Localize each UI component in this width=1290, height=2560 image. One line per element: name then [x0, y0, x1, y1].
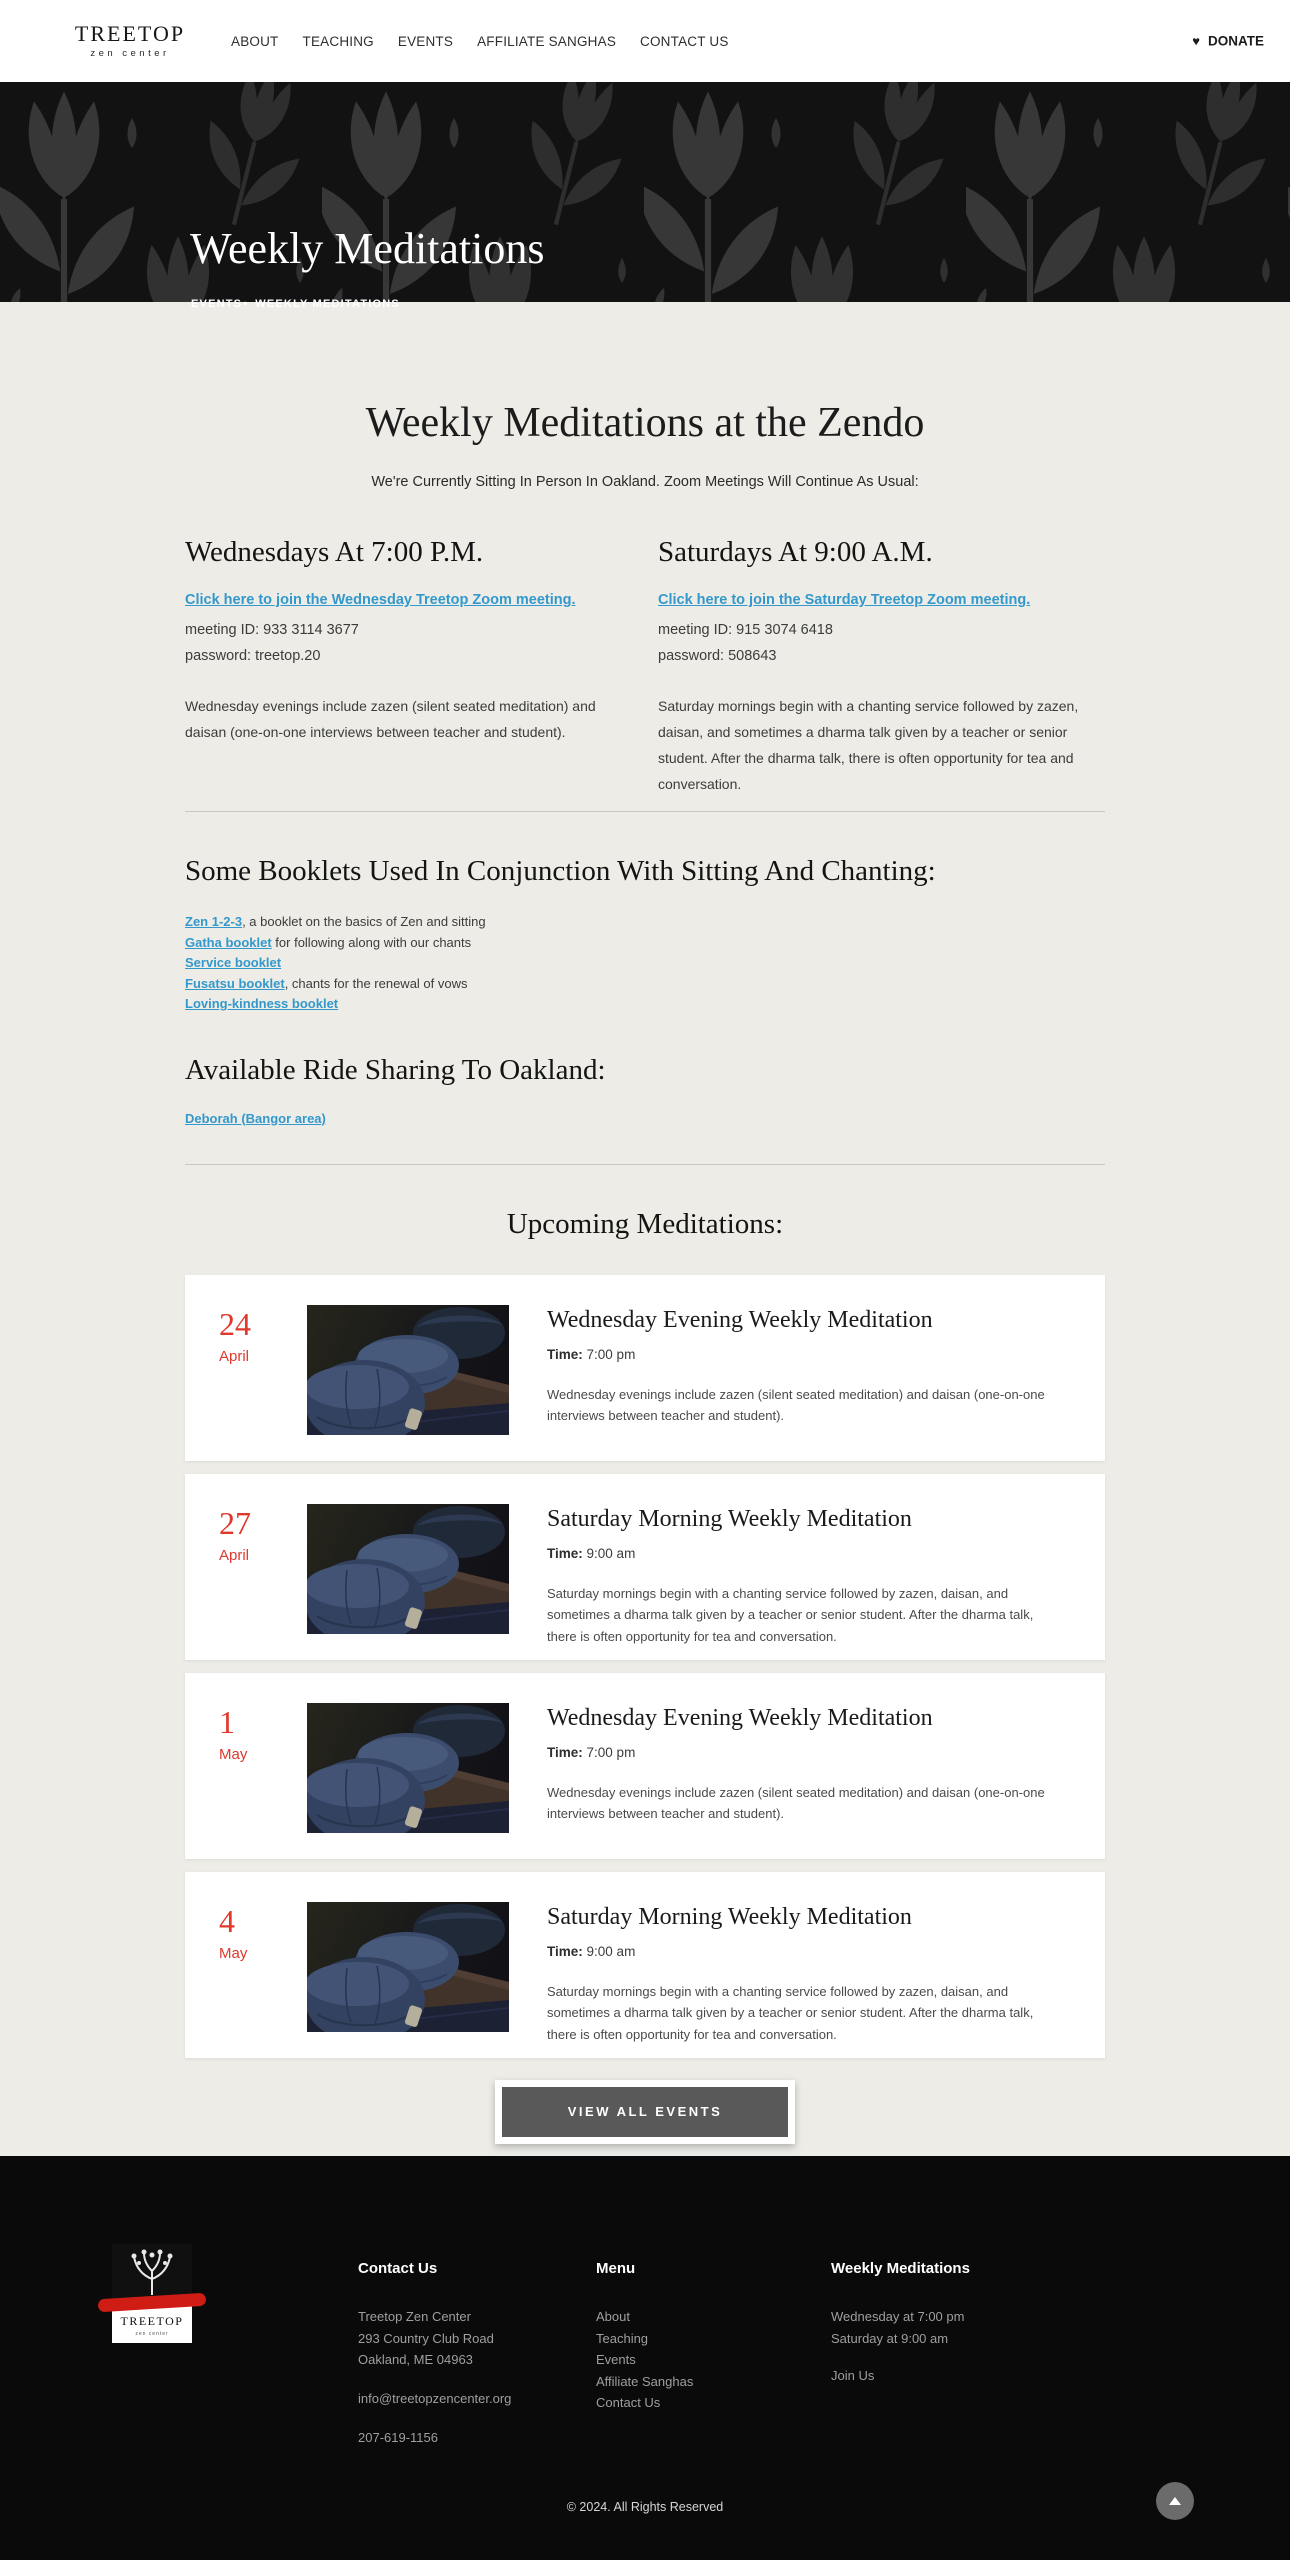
event-month: April	[219, 1546, 250, 1564]
event-date	[185, 1275, 307, 1461]
event-time	[547, 1546, 1065, 1561]
breadcrumb-current: WEEKLY MEDITATIONS	[255, 298, 400, 310]
footer-menu-teaching[interactable]: Teaching	[596, 2330, 649, 2346]
join-us-link[interactable]: Join Us	[831, 2368, 875, 2383]
wednesday-description: Wednesday evenings include zazen (silent seated meditation) and daisan (one-on-one interviews between teacher and student).	[185, 698, 596, 740]
wednesday-column	[185, 534, 632, 797]
booklet-link-zen123[interactable]: Zen 1-2-3	[185, 914, 243, 929]
event-title[interactable]: Saturday Morning Weekly Meditation	[547, 1505, 912, 1532]
time-value: 9:00 am	[586, 1545, 636, 1561]
footer-menu-column	[596, 2260, 693, 2414]
hero-banner	[0, 82, 1290, 310]
copyright-text: © 2024. All Rights Reserved	[566, 2500, 724, 2514]
contact-email-link[interactable]: info@treetopzencenter.org	[358, 2390, 512, 2406]
event-info	[509, 1673, 1105, 1859]
contact-street: 293 Country Club Road	[358, 2330, 494, 2346]
upcoming-heading: Upcoming Meditations:	[506, 1207, 784, 1240]
event-title[interactable]: Wednesday Evening Weekly Meditation	[547, 1306, 933, 1333]
event-date	[185, 1673, 307, 1859]
saturday-password: password: 508643	[658, 648, 777, 664]
booklets-heading: Some Booklets Used In Conjunction With Sitting And Chanting:	[185, 855, 936, 887]
cushions-photo	[307, 1504, 509, 1634]
event-card	[185, 1275, 1105, 1461]
wednesday-zoom-link[interactable]: Click here to join the Wednesday Treetop Zoom meeting.	[185, 592, 576, 608]
event-date	[185, 1474, 307, 1660]
back-to-top-button[interactable]	[1156, 2482, 1194, 2520]
time-label: Time:	[547, 1346, 583, 1362]
footer-weekly-column	[831, 2260, 970, 2387]
event-day: 24	[219, 1305, 251, 1342]
event-description: Wednesday evenings include zazen (silent seated meditation) and daisan (one-on-one interviews between teacher and student).	[547, 1784, 1045, 1821]
time-value: 7:00 pm	[586, 1346, 636, 1362]
section-subtitle: We're Currently Sitting In Person In Oakland. Zoom Meetings Will Continue As Usual:	[371, 474, 919, 490]
wednesday-password: password: treetop.20	[185, 648, 321, 664]
booklet-list	[185, 912, 1105, 1015]
list-item	[185, 974, 1105, 995]
event-description: Wednesday evenings include zazen (silent seated meditation) and daisan (one-on-one interviews between teacher and student).	[547, 1386, 1045, 1423]
list-item	[185, 912, 1105, 933]
event-card	[185, 1474, 1105, 1660]
weekly-saturday-time: Saturday at 9:00 am	[831, 2330, 949, 2346]
saturday-meeting-id: meeting ID: 915 3074 6418	[658, 622, 833, 638]
event-month: May	[219, 1745, 248, 1763]
booklet-text: , chants for the renewal of vows	[284, 975, 468, 991]
booklet-link-fusatsu[interactable]: Fusatsu booklet	[185, 975, 285, 991]
list-item	[185, 994, 1105, 1015]
main-content	[185, 302, 1105, 2156]
event-info	[509, 1474, 1105, 1660]
site-footer	[0, 2156, 1290, 2560]
section-title: Weekly Meditations at the Zendo	[365, 400, 925, 446]
nav-item-about[interactable]: ABOUT	[231, 33, 279, 49]
event-image[interactable]	[307, 1504, 509, 1634]
time-value: 9:00 am	[586, 1943, 636, 1959]
event-info	[509, 1872, 1105, 2058]
cushions-photo	[307, 1305, 509, 1435]
booklet-link-service[interactable]: Service booklet	[185, 955, 282, 970]
wednesday-meeting-id: meeting ID: 933 3114 3677	[185, 622, 359, 638]
heart-icon: ♥	[1192, 33, 1200, 49]
booklet-text: , a booklet on the basics of Zen and sitting	[242, 914, 486, 929]
schedule-columns	[185, 534, 1105, 797]
booklet-link-gatha[interactable]: Gatha booklet	[185, 934, 272, 950]
event-title[interactable]: Wednesday Evening Weekly Meditation	[547, 1704, 933, 1731]
event-description: Saturday mornings begin with a chanting service followed by zazen, daisan, and sometimes a dharma talk given by a teacher or senior student. After the dharma talk, there is often opportunity for tea and conversation.	[547, 1983, 1034, 2042]
footer-contact-column	[358, 2260, 511, 2445]
time-label: Time:	[547, 1744, 583, 1760]
contact-phone: 207-619-1156	[358, 2429, 438, 2445]
arrow-up-icon	[1169, 2497, 1181, 2505]
event-time	[547, 1944, 1065, 1959]
main-nav	[231, 34, 729, 49]
rideshare-heading: Available Ride Sharing To Oakland:	[185, 1053, 606, 1086]
event-date	[185, 1872, 307, 2058]
breadcrumb-separator: •	[243, 298, 249, 310]
contact-city: Oakland, ME 04963	[358, 2352, 473, 2367]
nav-item-contact-us[interactable]: CONTACT US	[640, 33, 729, 49]
footer-menu-about[interactable]: About	[596, 2309, 630, 2324]
list-item	[185, 953, 1105, 974]
weekly-wednesday-time: Wednesday at 7:00 pm	[831, 2309, 965, 2324]
booklet-link-loving-kindness[interactable]: Loving-kindness booklet	[185, 996, 339, 1011]
event-day: 1	[219, 1703, 235, 1740]
footer-menu-affiliate-sanghas[interactable]: Affiliate Sanghas	[596, 2373, 694, 2389]
booklet-text: for following along with our chants	[271, 934, 472, 950]
divider	[185, 811, 1105, 812]
donate-label: DONATE	[1208, 33, 1264, 49]
footer-menu-contact-us[interactable]: Contact Us	[596, 2395, 661, 2410]
footer-logo-title: TREETOP	[120, 2314, 184, 2328]
view-all-row	[185, 2080, 1105, 2144]
footer-contact-heading: Contact Us	[358, 2260, 438, 2277]
site-logo[interactable]	[55, 23, 205, 59]
saturday-description: Saturday mornings begin with a chanting service followed by zazen, daisan, and sometimes a dharma talk given by a teacher or senior student. After the dharma talk, there is often opportunity for tea and conversation.	[658, 698, 1079, 792]
footer-menu-heading: Menu	[596, 2260, 636, 2277]
time-value: 7:00 pm	[586, 1744, 636, 1760]
site-header	[0, 0, 1290, 82]
rideshare-link[interactable]: Deborah (Bangor area)	[185, 1110, 326, 1126]
event-image[interactable]	[307, 1902, 509, 2032]
event-time	[547, 1745, 1065, 1760]
footer-weekly-heading: Weekly Meditations	[831, 2260, 970, 2277]
time-label: Time:	[547, 1545, 583, 1561]
saturday-heading: Saturdays At 9:00 A.M.	[658, 536, 933, 568]
event-card	[185, 1673, 1105, 1859]
cushions-photo	[307, 1703, 509, 1833]
nav-item-affiliate-sanghas[interactable]: AFFILIATE SANGHAS	[477, 33, 617, 49]
site-logo-title: TREETOP	[74, 21, 186, 46]
list-item	[185, 933, 1105, 954]
event-image[interactable]	[307, 1703, 509, 1833]
saturday-zoom-link[interactable]: Click here to join the Saturday Treetop Zoom meeting.	[658, 592, 1031, 608]
footer-logo-subtitle: zen center	[135, 2331, 169, 2337]
donate-button[interactable]	[1186, 33, 1270, 50]
event-time	[547, 1347, 1065, 1362]
event-month: May	[219, 1944, 248, 1962]
event-description: Saturday mornings begin with a chanting service followed by zazen, daisan, and sometimes a dharma talk given by a teacher or senior student. After the dharma talk, there is often opportunity for tea and conversation.	[547, 1585, 1034, 1644]
wednesday-heading: Wednesdays At 7:00 P.M.	[185, 536, 484, 568]
divider	[185, 1164, 1105, 1165]
event-image[interactable]	[307, 1305, 509, 1435]
event-card	[185, 1872, 1105, 2058]
contact-org-name: Treetop Zen Center	[358, 2309, 471, 2324]
page-title: Weekly Meditations	[190, 224, 545, 273]
footer-logo-card	[112, 2244, 192, 2343]
event-title[interactable]: Saturday Morning Weekly Meditation	[547, 1903, 912, 1930]
breadcrumb	[191, 298, 400, 310]
event-day: 27	[219, 1504, 251, 1541]
time-label: Time:	[547, 1943, 583, 1959]
footer-menu-events[interactable]: Events	[596, 2352, 636, 2367]
event-month: April	[219, 1347, 250, 1365]
site-logo-subtitle: zen center	[90, 48, 170, 59]
view-all-events-button[interactable]: VIEW ALL EVENTS	[495, 2080, 795, 2144]
saturday-column	[658, 534, 1105, 797]
event-day: 4	[219, 1902, 235, 1939]
footer-logo[interactable]	[104, 2244, 200, 2343]
nav-item-teaching[interactable]: TEACHING	[302, 33, 374, 49]
event-info	[509, 1275, 1105, 1461]
nav-item-events[interactable]: EVENTS	[397, 33, 454, 49]
breadcrumb-events-link[interactable]: EVENTS	[191, 298, 243, 310]
cushions-photo	[307, 1902, 509, 2032]
